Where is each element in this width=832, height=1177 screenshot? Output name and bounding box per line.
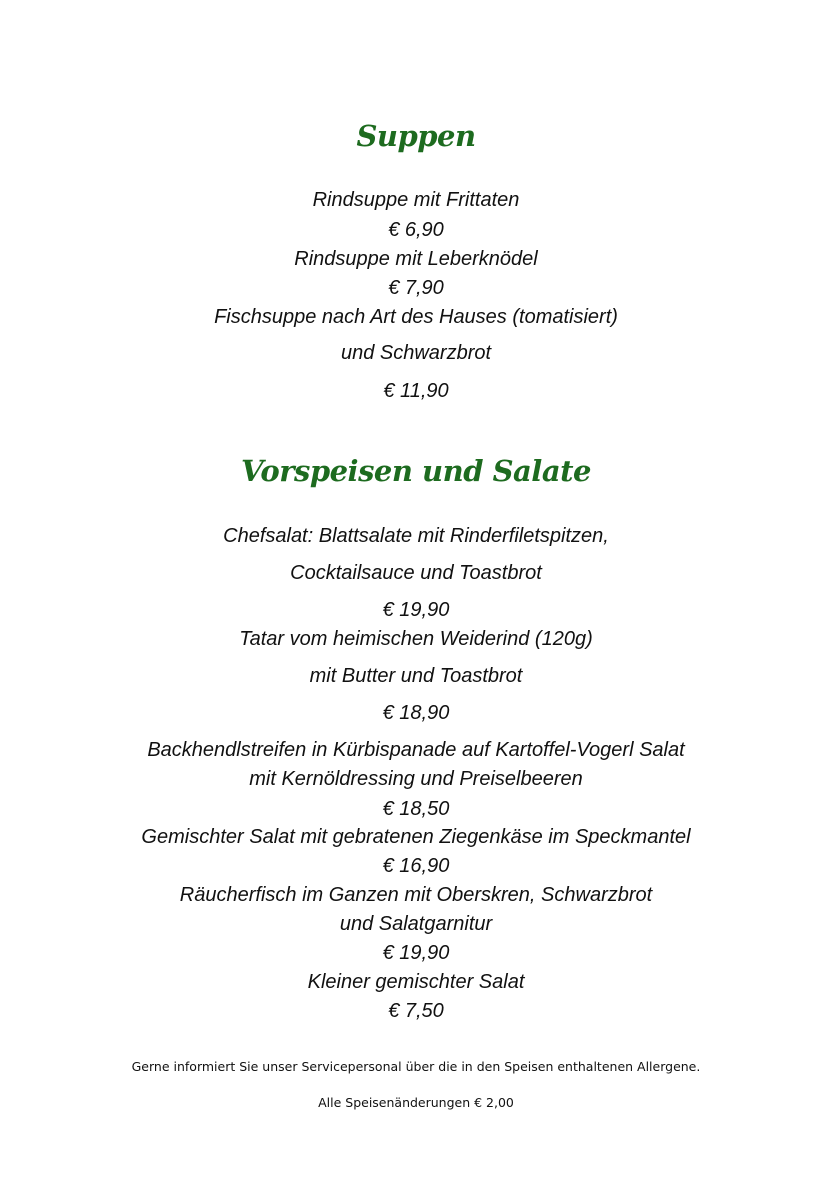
menu-item-price: € 11,90	[383, 380, 449, 402]
menu-item-description: mit Butter und Toastbrot	[309, 665, 523, 687]
menu-item-description: Cocktailsauce und Toastbrot	[290, 562, 542, 584]
menu-item-price: € 18,90	[382, 702, 450, 724]
change-fee-note: Alle Speisenänderungen € 2,00	[318, 1095, 514, 1110]
menu-item-name: Gemischter Salat mit gebratenen Ziegenkäse im Speckmantel	[141, 826, 691, 848]
menu-item-name: Tatar vom heimischen Weiderind (120g)	[239, 628, 593, 650]
menu-item-name: Fischsuppe nach Art des Hauses (tomatisiert)	[214, 306, 618, 328]
menu-item-name: Räucherfisch im Ganzen mit Oberskren, Schwarzbrot	[179, 884, 653, 906]
menu-item-description: und Salatgarnitur	[339, 913, 493, 935]
menu-item-price: € 18,50	[382, 798, 450, 820]
menu-item-price: € 6,90	[388, 219, 444, 241]
menu-item-name: Rindsuppe mit Frittaten	[312, 189, 520, 211]
menu-item-name: Chefsalat: Blattsalate mit Rinderfiletspitzen,	[223, 525, 609, 547]
menu-item-name: Backhendlstreifen in Kürbispanade auf Kartoffel-Vogerl Salat	[147, 739, 685, 761]
menu-item-description: mit Kernöldressing und Preiselbeeren	[249, 768, 583, 790]
allergen-note: Gerne informiert Sie unser Servicepersonal über die in den Speisen enthaltenen Allergene.	[131, 1059, 701, 1074]
menu-item-description: und Schwarzbrot	[340, 342, 492, 364]
menu-item-price: € 19,90	[382, 942, 450, 964]
menu-item-price: € 16,90	[382, 855, 450, 877]
menu-item-name: Kleiner gemischter Salat	[307, 971, 525, 993]
menu-item-price: € 7,50	[388, 1000, 444, 1022]
menu-item-price: € 7,90	[388, 277, 444, 299]
section-heading-suppen: Suppen	[356, 119, 476, 153]
menu-item-price: € 19,90	[382, 599, 450, 621]
section-heading-vorspeisen: Vorspeisen und Salate	[241, 454, 591, 488]
menu-item-name: Rindsuppe mit Leberknödel	[294, 248, 538, 270]
